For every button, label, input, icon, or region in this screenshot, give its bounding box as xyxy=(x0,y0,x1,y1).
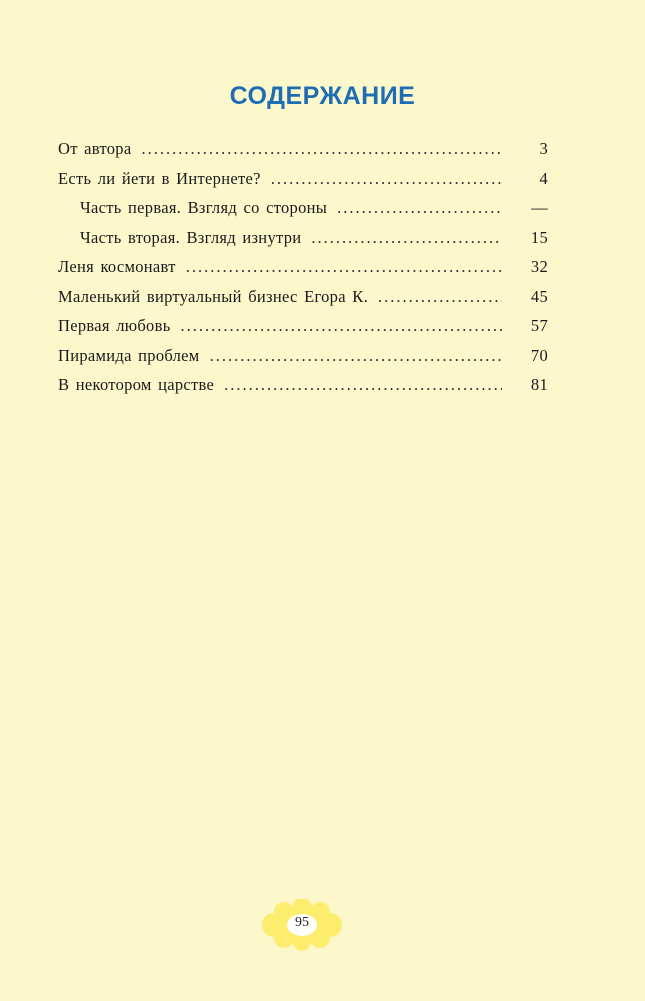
page-number: 95 xyxy=(295,915,309,930)
toc-entry-label: В некотором царстве xyxy=(58,375,215,394)
toc-subentry[interactable] xyxy=(58,193,548,223)
toc-entry-label: Пирамида проблем xyxy=(58,345,200,365)
dot-leader xyxy=(141,134,502,164)
toc-entry[interactable] xyxy=(58,134,548,164)
toc-entry-label: Первая любовь xyxy=(58,316,171,335)
toc-entry-page: 45 xyxy=(530,286,548,306)
toc-entry[interactable] xyxy=(58,311,548,341)
toc-entry-label: Леня космонавт xyxy=(58,257,176,276)
toc-entry-label: Маленький виртуальный бизнес Егора К. xyxy=(58,286,369,306)
dot-leader xyxy=(186,252,502,282)
toc-entry-page: 32 xyxy=(530,257,548,276)
toc-entry-label: Часть первая. Взгляд со стороны xyxy=(80,198,328,217)
dot-leader xyxy=(271,164,502,194)
toc-subentry[interactable] xyxy=(58,223,548,253)
page-number-badge xyxy=(258,899,346,951)
toc-entry-page: 15 xyxy=(530,227,548,247)
dot-leader xyxy=(181,311,502,341)
toc-entry[interactable] xyxy=(58,252,548,282)
dot-leader xyxy=(378,282,502,312)
dot-leader xyxy=(311,223,502,253)
dot-leader xyxy=(210,341,502,371)
toc-entry-page: — xyxy=(531,198,548,217)
page-title: СОДЕРЖАНИЕ xyxy=(229,82,416,110)
toc-entry[interactable] xyxy=(58,370,548,400)
dot-leader xyxy=(224,370,502,400)
toc-entry-page: 57 xyxy=(530,316,548,335)
toc-entry-label: От автора xyxy=(58,139,132,158)
toc-entry-label: Часть вторая. Взгляд изнутри xyxy=(80,227,302,247)
toc-entry-page: 4 xyxy=(539,168,548,188)
table-of-contents xyxy=(58,134,548,400)
toc-entry-label: Есть ли йети в Интернете? xyxy=(58,168,261,188)
toc-entry-page: 81 xyxy=(530,375,548,394)
toc-entry[interactable] xyxy=(58,164,548,194)
toc-entry-page: 3 xyxy=(539,139,548,158)
toc-entry[interactable] xyxy=(58,341,548,371)
toc-entry-page: 70 xyxy=(530,345,548,365)
dot-leader xyxy=(337,193,502,223)
toc-entry[interactable] xyxy=(58,282,548,312)
